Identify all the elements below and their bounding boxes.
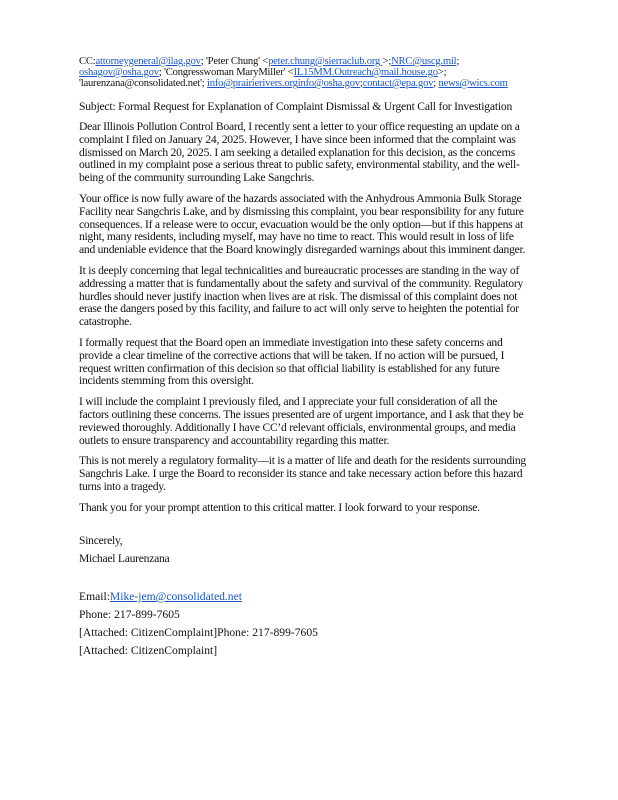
cc-email-link[interactable]: peter.chung@sierraclub.org [268, 56, 383, 67]
cc-email-link[interactable]: info@prairierivers.org [206, 78, 298, 89]
attachment-phone-line: [Attached: CitizenComplaint]Phone: 217-899-7605 [79, 626, 318, 640]
cc-label: CC: [79, 56, 96, 67]
paragraph: This is not merely a regulatory formality—it is a matter of life and death for the residents surrounding Sangchris Lake. I urge the Board to reconsider its stance and take necessary action before this hazard turns into a tragedy. [79, 454, 526, 493]
cc-text: ; 'Congresswoman MaryMiller' < [158, 67, 294, 78]
attachment-line: [Attached: CitizenComplaint] [79, 644, 218, 658]
paragraph: Your office is now fully aware of the hazards associated with the Anhydrous Ammonia Bulk Storage Facility near Sangchris Lake, and by dismissing this complaint, you bear responsibility for any future consequences. If a release were to occur, evacuation would be the only option—but if this happens at night, many residents, including myself, may have no time to react. This would result in loss of life and undeniable evidence that the Board knowingly disregarded warnings about this imminent danger. [79, 191, 526, 257]
closing: Sincerely, [79, 533, 123, 547]
cc-email-link[interactable]: news@wics.com [438, 78, 508, 89]
paragraph: I formally request that the Board open an immediate investigation into these safety concerns and provide a clear timeline of the corrective actions that will be taken. If no action will be pursued, I request written confirmation of this decision so that official liability is established for any future incidents stemming from this oversight. [79, 335, 505, 388]
paragraph: I will include the complaint I previously filed, and I appreciate your full consideration of all the factors outlining these concerns. The issues presented are of urgent importance, and I ask that they be reviewed thoroughly. Additionally I have CC’d relevant officials, environmental groups, and media outlets to ensure transparency and accountability regarding this matter. [79, 395, 524, 447]
paragraph: It is deeply concerning that legal technicalities and bureaucratic processes are standing in the way of addressing a matter that is fundamentally about the safety and survival of the community. Regulatory hurdles should never justify inaction when lives are at risk. The dismissal of this complaint does not erase the dangers posed by this facility, and failure to act will only serve to heighten the potential for catastrophe. [79, 263, 523, 329]
cc-text: ; [359, 78, 363, 89]
email-link[interactable]: Mike-jem@consolidated.net [109, 590, 242, 604]
cc-text: ; [433, 78, 439, 89]
signature-block [79, 588, 529, 660]
paragraph: Thank you for your prompt attention to this critical matter. I look forward to your response. [79, 500, 480, 514]
cc-text: >; [382, 56, 392, 67]
phone: Phone: 217-899-7605 [79, 608, 180, 622]
email-label: Email: [79, 590, 110, 604]
cc-text: >; 'laurenzana@consolidated.net'; [79, 67, 447, 89]
cc-email-link[interactable]: attorneygeneral@ilag.gov [95, 56, 201, 67]
cc-text: ; 'Peter Chung' < [200, 56, 269, 67]
cc-email-link[interactable]: contact@epa.gov [362, 78, 434, 89]
cc-email-link[interactable]: oshagov@osha.gov [79, 67, 159, 78]
paragraph: Dear Illinois Pollution Control Board, I recently sent a letter to your office requesting an update on a complaint I filed on January 24, 2025. However, I have since been informed that the complaint was dismissed on March 20, 2025. I am seeking a detailed explanation for this decision, as the concerns outlined in my complaint pose a serious threat to public safety, environmental stability, and the well-being of the community surrounding Lake Sangchris. [79, 120, 520, 185]
cc-email-link[interactable]: info@osha.gov [297, 78, 360, 89]
cc-email-link[interactable]: IL15MM.Outreach@mail.house.go [293, 67, 438, 78]
cc-email-link[interactable]: NRC@uscg.mil [391, 56, 457, 67]
cc-text: ; [456, 56, 460, 67]
subject-line: Subject: Formal Request for Explanation of Complaint Dismissal & Urgent Call for Investigation [79, 100, 513, 113]
cc-recipients [79, 56, 529, 89]
sender-name: Michael Laurenzana [79, 552, 170, 566]
